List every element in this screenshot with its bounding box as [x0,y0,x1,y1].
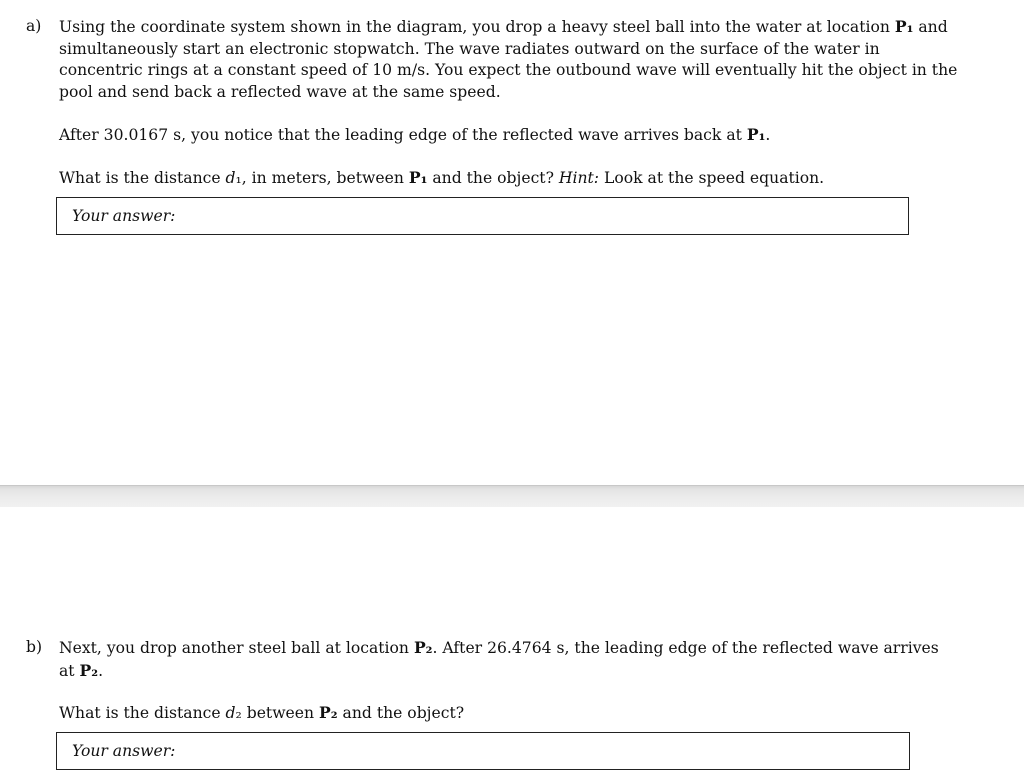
page-divider [0,485,1024,507]
part-a-intro: Using the coordinate system shown in the diagram, you drop a heavy steel ball into the water at location P₁ and simultaneously start an electronic stopwatch. The wave radiates outward on the surface of the water in concentric rings at a constant speed of 10 m/s. You expect the outbound wave will eventually hit the object in the pool and send back a reflected wave at the same speed. [59,17,958,101]
part-a-answer-field[interactable] [56,197,909,235]
part-a-observation: After 30.0167 s, you notice that the leading edge of the reflected wave arrives back at P₁. [59,125,771,144]
answer-prompt: Your answer: [72,207,176,225]
part-b-label: b) [26,638,43,656]
part-a-question: What is the distance d₁, in meters, between P₁ and the object? Hint: Look at the speed equation. [59,168,825,187]
part-a-label: a) [26,17,42,35]
answer-prompt: Your answer: [72,742,176,760]
part-b-question: What is the distance d₂ between P₂ and the object? [59,703,465,722]
part-b-intro: Next, you drop another steel ball at location P₂. After 26.4764 s, the leading edge of the reflected wave arrives at P₂. [59,638,939,680]
part-b-answer-field[interactable] [56,732,910,770]
